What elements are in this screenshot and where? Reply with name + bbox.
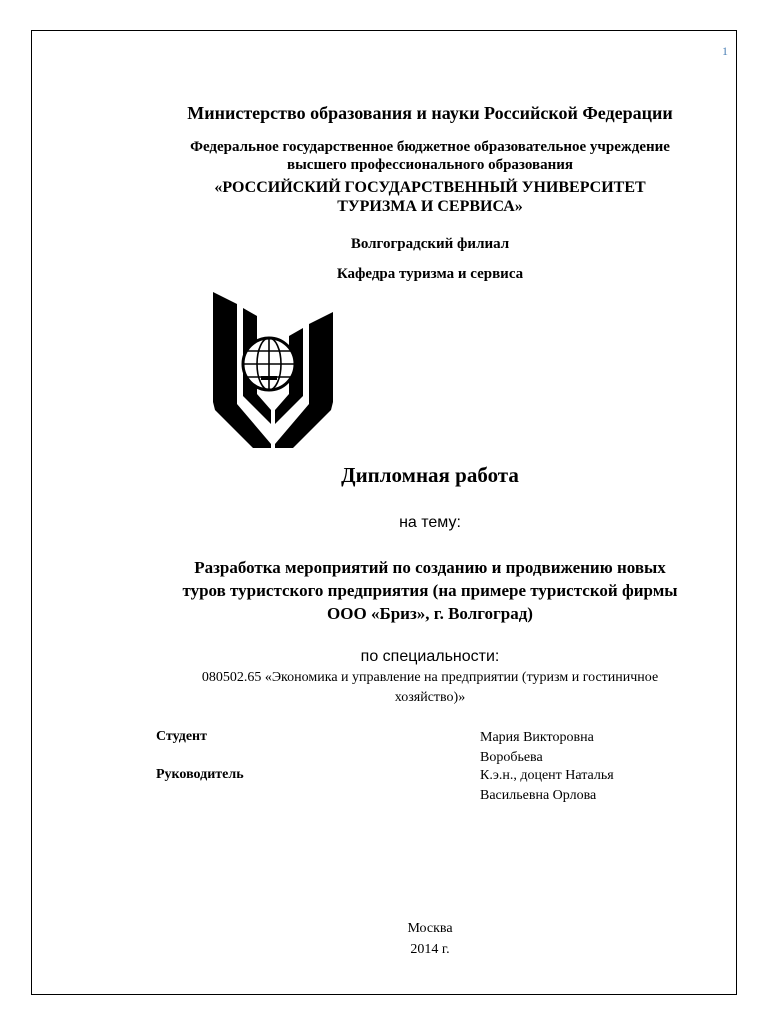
university-line-1: «РОССИЙСКИЙ ГОСУДАРСТВЕННЫЙ УНИВЕРСИТЕТ — [214, 179, 646, 196]
specialty-line-2: хозяйство)» — [394, 690, 466, 705]
institution-line-2: высшего профессионального образования — [286, 157, 573, 173]
supervisor-name — [480, 766, 660, 806]
specialty-line-1: 080502.65 «Экономика и управление на предприятии (туризм и гостиничное — [201, 670, 659, 685]
page-border — [31, 30, 737, 995]
institution-heading — [100, 138, 760, 174]
student-name-line-1: Мария Викторовна — [480, 730, 594, 745]
supervisor-line-2: Васильевна Орлова — [480, 788, 597, 803]
specialty-label: по специальности: — [360, 648, 500, 665]
student-label: Студент — [156, 729, 207, 744]
thesis-title: Дипломная работа — [341, 463, 519, 487]
student-name — [480, 728, 660, 768]
branch-name: Волгоградский филиал — [350, 236, 510, 252]
specialty-text — [100, 668, 760, 708]
topic-line-2: туров туристского предприятия (на примере туристской фирмы — [182, 581, 678, 600]
page-number: 1 — [722, 44, 728, 58]
city: Москва — [407, 921, 453, 936]
university-line-2: ТУРИЗМА И СЕРВИСА» — [337, 198, 523, 215]
student-name-line-2: Воробьева — [480, 750, 543, 765]
institution-line-1: Федеральное государственное бюджетное образовательное учреждение — [190, 139, 670, 155]
year: 2014 г. — [410, 942, 450, 957]
supervisor-line-1: К.э.н., доцент Наталья — [480, 768, 614, 783]
department-name: Кафедра туризма и сервиса — [336, 266, 524, 282]
topic-line-1: Разработка мероприятий по созданию и продвижению новых — [194, 558, 666, 577]
on-topic-label: на тему: — [399, 514, 461, 531]
supervisor-label: Руководитель — [156, 767, 244, 782]
university-logo-icon — [213, 292, 333, 448]
ministry-heading: Министерство образования и науки Российской Федерации — [187, 103, 673, 123]
thesis-topic — [100, 556, 760, 625]
university-name — [100, 178, 760, 216]
topic-line-3: ООО «Бриз», г. Волгоград) — [327, 604, 533, 623]
